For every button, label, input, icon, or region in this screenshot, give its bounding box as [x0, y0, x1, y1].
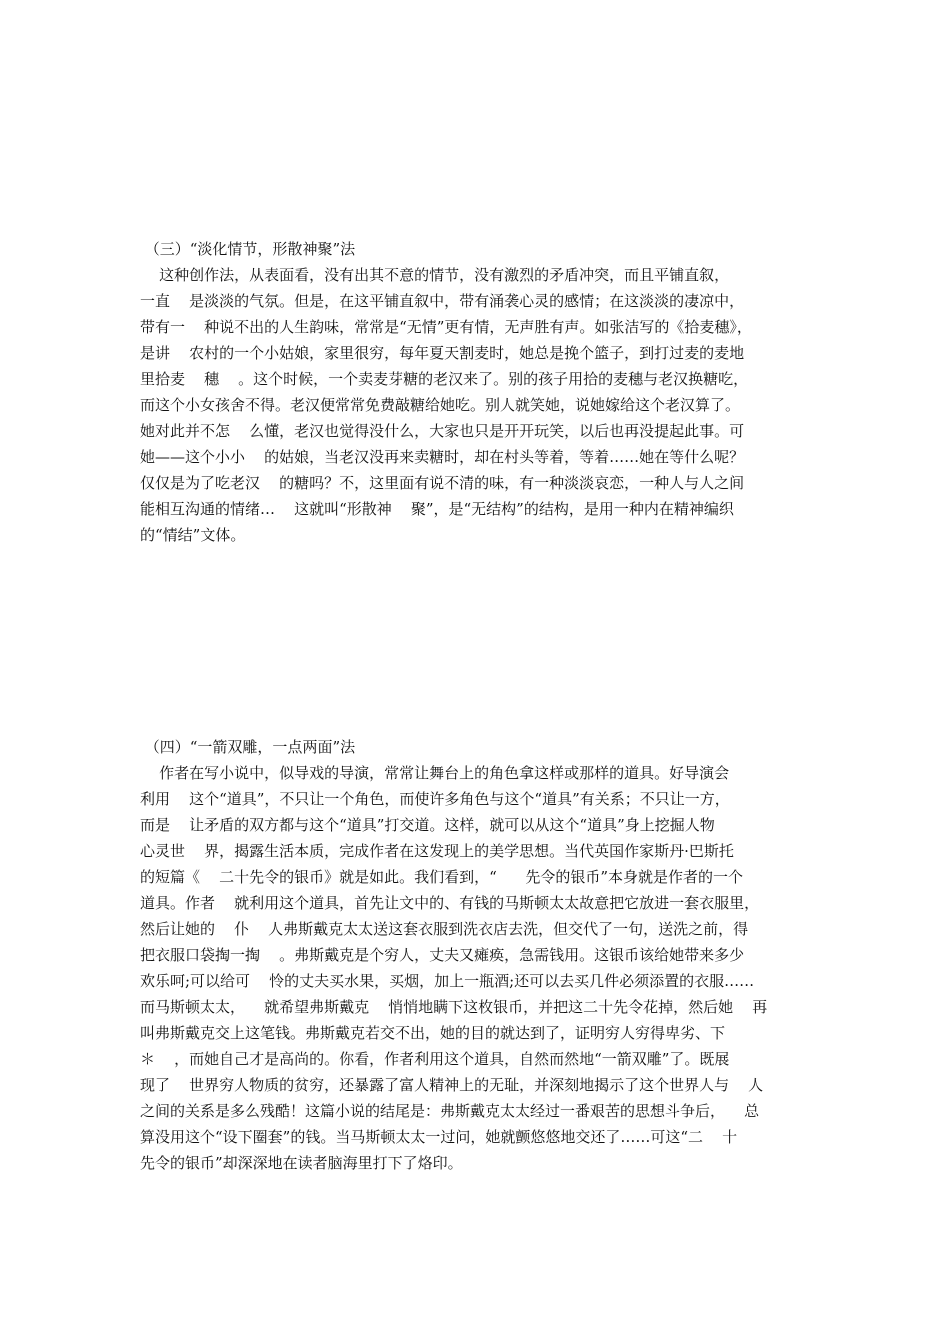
paragraph-line: 而是 让矛盾的双方都与这个“道具”打交道。这样，就可以从这个“道具”身上挖掘人物 — [140, 816, 715, 834]
paragraph-line: 能相互沟通的情绪… 这就叫“形散神 聚”，是“无结构”的结构，是用一种内在精神编织 — [140, 500, 734, 518]
section-four-heading: （四）“一箭双雕，一点两面”法 — [140, 738, 356, 756]
paragraph-line: 而这个小女孩舍不得。老汉便常常免费敲糖给她吃。别人就笑她，说她嫁给这个老汉算了。 — [140, 396, 741, 414]
paragraph-line: 然后让她的 仆 人弗斯戴克太太送这套衣服到洗衣店去洗，但交代了一句，送洗之前，得 — [140, 920, 749, 938]
paragraph-line: 之间的关系是多么残酷！这篇小说的结尾是：弗斯戴克太太经过一番艰苦的思想斗争后， 总 — [140, 1102, 760, 1120]
section-three — [140, 236, 820, 548]
paragraph-line: 是讲 农村的一个小姑娘，家里很穷，每年夏天割麦时，她总是挽个篮子，到打过麦的麦地 — [140, 344, 745, 362]
paragraph-line: 的短篇《 二十先令的银币》就是如此。我们看到，“ 先令的银币”本身就是作者的一个 — [140, 868, 744, 886]
paragraph-line: 她对此并不怎 么懂，老汉也觉得没什么，大家也只是开开玩笑，以后也再没提起此事。可 — [140, 422, 745, 440]
paragraph-line: 现了 世界穷人物质的贫穷，还暴露了富人精神上的无耻，并深刻地揭示了这个世界人与 人 — [140, 1076, 764, 1094]
paragraph-line: 心灵世 界，揭露生活本质，完成作者在这发现上的美学思想。当代英国作家斯丹·巴斯托 — [140, 842, 734, 860]
paragraph-line: 作者在写小说中，似导戏的导演，常常让舞台上的角色拿这样或那样的道具。好导演会 — [140, 764, 730, 782]
paragraph-line: 的“情结”文体。 — [140, 526, 246, 544]
section-three-heading: （三）“淡化情节，形散神聚”法 — [140, 240, 356, 258]
paragraph-line: 这种创作法，从表面看，没有出其不意的情节，没有激烈的矛盾冲突，而且平铺直叙， — [140, 266, 730, 284]
paragraph-line: 带有一 种说不出的人生韵味，常常是“无情”更有情，无声胜有声。如张洁写的《拾麦穗》， — [140, 318, 752, 336]
paragraph-line: 先令的银币”却深深地在读者脑海里打下了烙印。 — [140, 1154, 463, 1172]
paragraph-line: ＊ ，而她自己才是高尚的。你看，作者利用这个道具，自然而然地“一箭双雕”了。既展 — [140, 1050, 730, 1068]
paragraph-line: 她——这个小小 的姑娘，当老汉没再来卖糖时，却在村头等着，等着……她在等什么呢？ — [140, 448, 745, 466]
paragraph-line: 一直 是淡淡的气氛。但是，在这平铺直叙中，带有涌袭心灵的感情；在这淡淡的凄凉中， — [140, 292, 745, 310]
paragraph-line: 把衣服口袋掏一掏 。弗斯戴克是个穷人，丈夫又瘫痪，急需钱用。这银币该给她带来多少 — [140, 946, 745, 964]
paragraph-line: 仅仅是为了吃老汉 的糖吗？不，这里面有说不清的味，有一种淡淡哀恋，一种人与人之间 — [140, 474, 745, 492]
paragraph-line: 道具。作者 就利用这个道具，首先让文中的、有钱的马斯顿太太故意把它放进一套衣服里， — [140, 894, 760, 912]
paragraph-line: 欢乐呵;可以给可 怜的丈夫买水果，买烟，加上一瓶酒;还可以去买几件必须添置的衣服…… — [140, 972, 755, 990]
paragraph-line: 里拾麦 穗 。这个时候，一个卖麦芽糖的老汉来了。别的孩子用拾的麦穗与老汉换糖吃， — [140, 370, 749, 388]
paragraph-line: 而马斯顿太太， 就希望弗斯戴克 悄悄地瞒下这枚银币，并把这二十先令花掉，然后她 再 — [140, 998, 768, 1016]
paragraph-line: 利用 这个“道具”，不只让一个角色，而使许多角色与这个“道具”有关系；不只让一方， — [140, 790, 730, 808]
paragraph-line: 叫弗斯戴克交上这笔钱。弗斯戴克若交不出，她的目的就达到了，证明穷人穷得卑劣、下 — [140, 1024, 726, 1042]
section-four — [140, 734, 820, 1176]
paragraph-line: 算没用这个“设下圈套”的钱。当马斯顿太太一过问，她就颤悠悠地交还了……可这“二 十 — [140, 1128, 738, 1146]
